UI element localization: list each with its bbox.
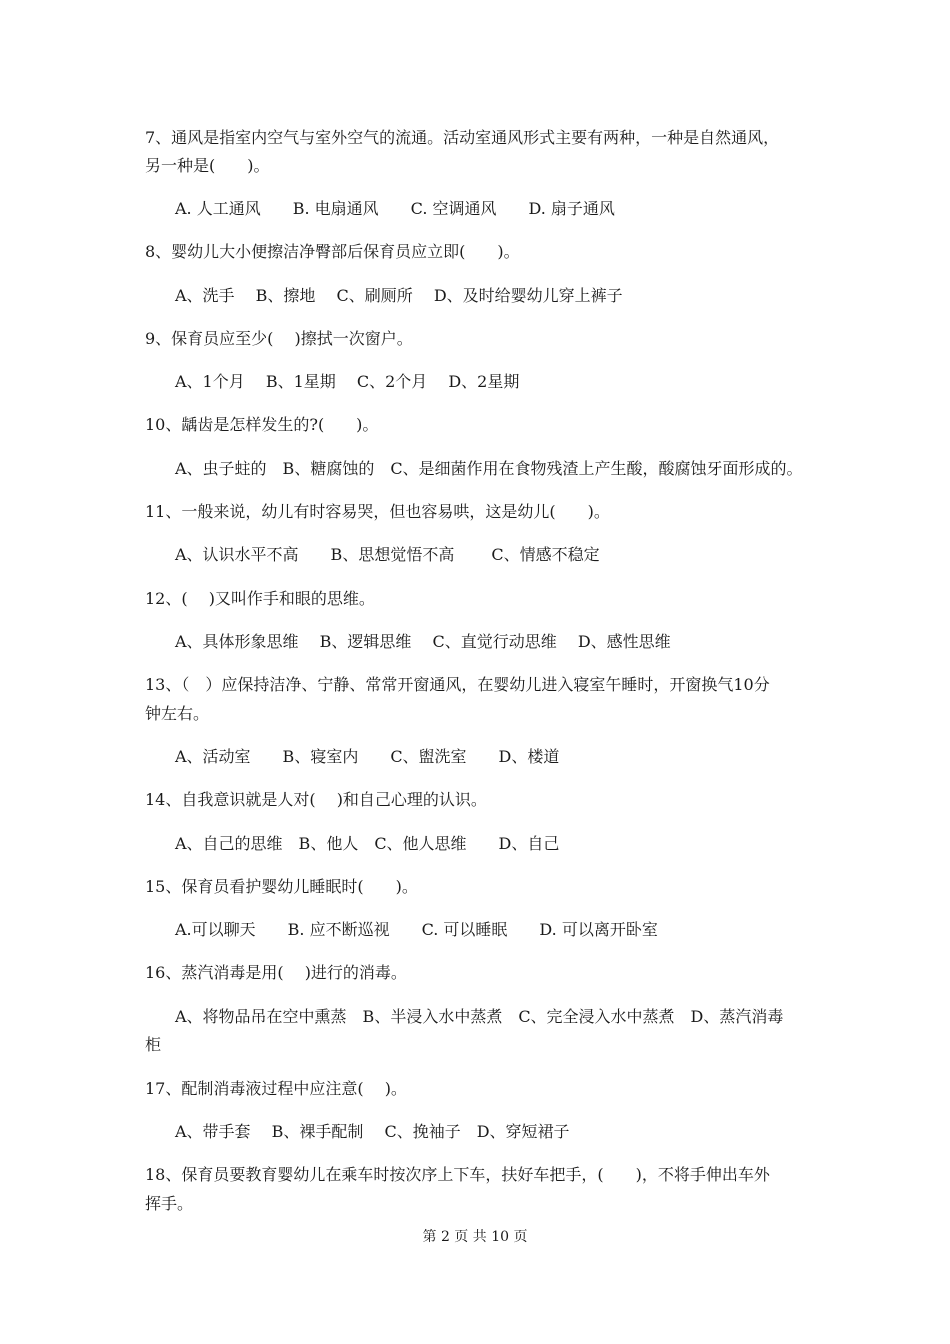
question-8-options: A、洗手 B、擦地 C、刷厕所 D、及时给婴幼儿穿上裤子	[175, 286, 623, 305]
question-16-stem: 16、蒸汽消毒是用( )进行的消毒。	[145, 963, 407, 982]
question-17-stem: 17、配制消毒液过程中应注意( )。	[145, 1079, 407, 1098]
question-10-options: A、虫子蛀的 B、糖腐蚀的 C、是细菌作用在食物残渣上产生酸，酸腐蚀牙面形成的。	[175, 459, 803, 478]
question-13-stem-line-2: 钟左右。	[145, 704, 210, 723]
question-11-stem: 11、一般来说，幼儿有时容易哭，但也容易哄，这是幼儿( )。	[145, 502, 610, 521]
question-13-stem-line-1: 13、（ ）应保持洁净、宁静、常常开窗通风，在婴幼儿进入寝室午睡时，开窗换气10分	[145, 675, 770, 694]
question-16-options-line-1: A、将物品吊在空中熏蒸 B、半浸入水中蒸煮 C、完全浸入水中蒸煮 D、蒸汽消毒	[175, 1007, 784, 1026]
question-18-stem-line-2: 挥手。	[145, 1194, 194, 1213]
question-7-stem-line-1: 7、通风是指室内空气与室外空气的流通。活动室通风形式主要有两种，一种是自然通风，	[145, 128, 780, 147]
question-10-stem: 10、龋齿是怎样发生的?( )。	[145, 415, 379, 434]
question-17-options: A、带手套 B、裸手配制 C、挽袖子 D、穿短裙子	[175, 1122, 570, 1141]
question-7-stem-line-2: 另一种是( )。	[145, 156, 270, 175]
question-9-options: A、1个月 B、1星期 C、2个月 D、2星期	[175, 372, 520, 391]
question-14-options: A、自己的思维 B、他人 C、他人思维 D、自己	[175, 834, 560, 853]
question-13-options: A、活动室 B、寝室内 C、盥洗室 D、楼道	[175, 747, 560, 766]
question-15-options: A.可以聊天 B. 应不断巡视 C. 可以睡眠 D. 可以离开卧室	[175, 920, 658, 939]
page-number-footer: 第 2 页 共 10 页	[422, 1229, 528, 1245]
question-14-stem: 14、自我意识就是人对( )和自己心理的认识。	[145, 790, 487, 809]
question-12-options: A、具体形象思维 B、逻辑思维 C、直觉行动思维 D、感性思维	[175, 632, 671, 651]
question-7-options: A. 人工通风 B. 电扇通风 C. 空调通风 D. 扇子通风	[175, 199, 615, 218]
question-16-options-line-2: 柜	[145, 1035, 162, 1054]
question-11-options: A、认识水平不高 B、思想觉悟不高 C、情感不稳定	[175, 545, 600, 564]
question-8-stem: 8、婴幼儿大小便擦洁净臀部后保育员应立即( )。	[145, 242, 520, 261]
question-9-stem: 9、保育员应至少( )擦拭一次窗户。	[145, 329, 413, 348]
question-12-stem: 12、( )又叫作手和眼的思维。	[145, 589, 375, 608]
question-15-stem: 15、保育员看护婴幼儿睡眠时( )。	[145, 877, 418, 896]
question-18-stem-line-1: 18、保育员要教育婴幼儿在乘车时按次序上下车，扶好车把手，( )，不将手伸出车外	[145, 1165, 770, 1184]
